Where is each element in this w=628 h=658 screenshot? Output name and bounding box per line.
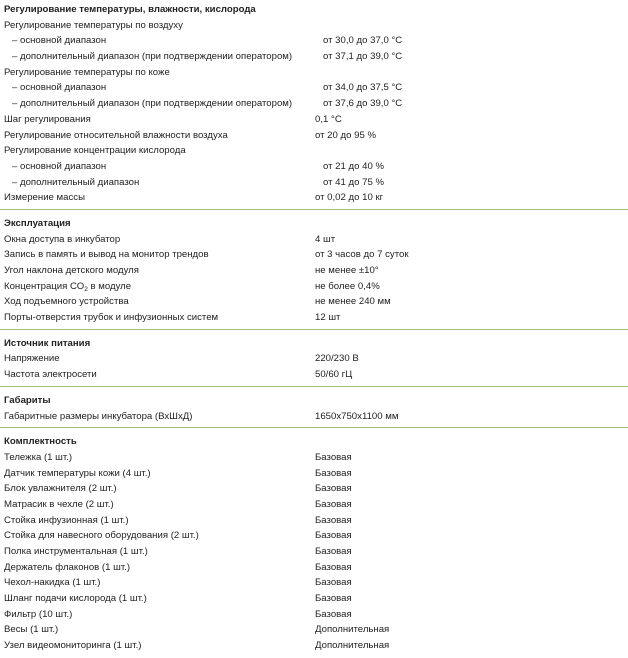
table-row	[0, 49, 628, 65]
row-label: – основной диапазон	[12, 35, 107, 47]
table-row	[0, 80, 628, 96]
row-value: от 0,02 до 10 кг	[315, 192, 384, 204]
table-row	[0, 175, 628, 191]
table-row	[0, 112, 628, 128]
table-row	[0, 591, 628, 607]
table-row	[0, 481, 628, 497]
section-title: Регулирование температуры, влажности, кислорода	[4, 4, 256, 15]
row-value: 1650x750x1100 мм	[315, 410, 399, 422]
table-row	[0, 143, 628, 159]
table-row	[0, 367, 628, 383]
table-row	[0, 310, 628, 326]
row-label-text: в модуле	[87, 280, 132, 292]
row-label: Стойка для навесного оборудования (2 шт.)	[4, 530, 199, 542]
row-value: Базовая	[315, 561, 352, 573]
section-title: Источник питания	[4, 337, 91, 349]
row-value: не менее ±10°	[315, 265, 379, 276]
row-label: Держатель флаконов (1 шт.)	[4, 561, 131, 573]
row-value: Базовая	[315, 498, 352, 510]
table-row	[0, 190, 628, 206]
row-label: Шланг подачи кислорода (1 шт.)	[4, 593, 147, 605]
table-row	[0, 607, 628, 623]
section-operation	[0, 216, 628, 330]
row-label: Полка инструментальная (1 шт.)	[4, 546, 148, 557]
row-value: 4 шт	[315, 233, 336, 245]
table-row	[0, 65, 628, 81]
row-value: от 34,0 до 37,5 °С	[323, 82, 403, 94]
table-row	[0, 622, 628, 638]
section-title: Эксплуатация	[4, 217, 71, 229]
row-label: Фильтр (10 шт.)	[4, 608, 73, 620]
table-row	[0, 159, 628, 175]
table-row	[0, 18, 628, 34]
row-label: Узел видеомониторинга (1 шт.)	[4, 640, 142, 652]
row-value: Базовая	[315, 530, 352, 542]
row-value: от 37,1 до 39,0 °С	[323, 51, 403, 63]
row-label: Регулирование температуры по воздуху	[4, 19, 183, 31]
row-label: Чехол-накидка (1 шт.)	[4, 577, 101, 589]
row-label: Ход подъемного устройства	[4, 296, 129, 308]
row-value: Дополнительная	[315, 624, 390, 636]
table-row	[0, 575, 628, 591]
row-label: – дополнительный диапазон	[12, 176, 140, 188]
row-value: Базовая	[315, 593, 352, 605]
table-row	[0, 128, 628, 144]
table-row	[0, 638, 628, 654]
row-label: Габаритные размеры инкубатора (ВхШхД)	[4, 410, 193, 422]
row-label: Датчик температуры кожи (4 шт.)	[4, 467, 151, 479]
row-value: Базовая	[315, 608, 352, 620]
row-value: Базовая	[315, 483, 352, 495]
table-row	[0, 247, 628, 263]
row-value: от 41 до 75 %	[323, 176, 384, 188]
section-title: Габариты	[4, 394, 51, 406]
table-row	[0, 279, 628, 295]
row-label: – основной диапазон	[12, 82, 107, 94]
table-row	[0, 96, 628, 112]
row-label: – дополнительный диапазон (при подтверждении оператором)	[12, 98, 293, 110]
section-title: Комплектность	[4, 436, 77, 448]
table-row	[0, 232, 628, 248]
row-label: Стойка инфузионная (1 шт.)	[4, 514, 129, 526]
section-power	[0, 336, 628, 387]
row-label: – дополнительный диапазон (при подтверждении оператором)	[12, 51, 293, 63]
row-value: от 30,0 до 37,0 °С	[323, 35, 403, 47]
row-label: Матрасик в чехле (2 шт.)	[4, 498, 114, 510]
table-row	[0, 263, 628, 279]
row-value: от 20 до 95 %	[315, 129, 376, 141]
row-value: Базовая	[315, 451, 352, 463]
row-value: Базовая	[315, 577, 352, 589]
row-label: Частота электросети	[4, 369, 97, 381]
row-value: от 3 часов до 7 суток	[315, 249, 409, 261]
row-value: 50/60 гЦ	[315, 369, 353, 381]
row-value: 220/230 В	[315, 353, 359, 365]
subscript: 2	[84, 285, 88, 293]
section-regulation	[0, 2, 628, 210]
row-value: 12 шт	[315, 312, 341, 324]
table-row	[0, 560, 628, 576]
row-label: Регулирование концентрации кислорода	[4, 145, 186, 157]
row-value: не менее 240 мм	[315, 296, 391, 308]
section-dimensions	[0, 393, 628, 428]
row-value: от 37,6 до 39,0 °С	[323, 98, 403, 110]
row-value: Базовая	[315, 514, 352, 526]
table-row	[0, 544, 628, 560]
row-value: Дополнительная	[315, 640, 390, 652]
row-label: Запись в память и вывод на монитор трендов	[4, 249, 209, 261]
section-equipment	[0, 434, 628, 657]
table-row	[0, 351, 628, 367]
table-row	[0, 33, 628, 49]
row-value: от 21 до 40 %	[323, 160, 384, 172]
table-row	[0, 409, 628, 425]
row-value: Базовая	[315, 546, 352, 557]
row-label: Блок увлажнителя (2 шт.)	[4, 483, 117, 495]
table-row	[0, 513, 628, 529]
table-row	[0, 528, 628, 544]
row-value: Базовая	[315, 467, 352, 479]
row-label: Измерение массы	[4, 192, 85, 204]
row-label: Тележка (1 шт.)	[4, 451, 73, 463]
row-label: Окна доступа в инкубатор	[4, 233, 121, 245]
row-label-text: Концентрация СО	[4, 280, 85, 292]
row-label: Напряжение	[4, 353, 60, 365]
row-label: Порты-отверстия трубок и инфузионных систем	[4, 312, 219, 324]
row-value: не более 0,4%	[315, 280, 380, 292]
row-label: Весы (1 шт.)	[4, 624, 59, 636]
row-label: Регулирование относительной влажности воздуха	[4, 129, 228, 141]
row-label: Шаг регулирования	[4, 113, 91, 125]
row-label: Регулирование температуры по коже	[4, 66, 170, 78]
table-row	[0, 497, 628, 513]
table-row	[0, 294, 628, 310]
table-row	[0, 466, 628, 482]
row-label: Угол наклона детского модуля	[4, 265, 139, 276]
row-label	[0, 279, 315, 295]
table-row	[0, 450, 628, 466]
row-label: – основной диапазон	[12, 160, 107, 172]
row-value: 0,1 °С	[315, 113, 342, 125]
